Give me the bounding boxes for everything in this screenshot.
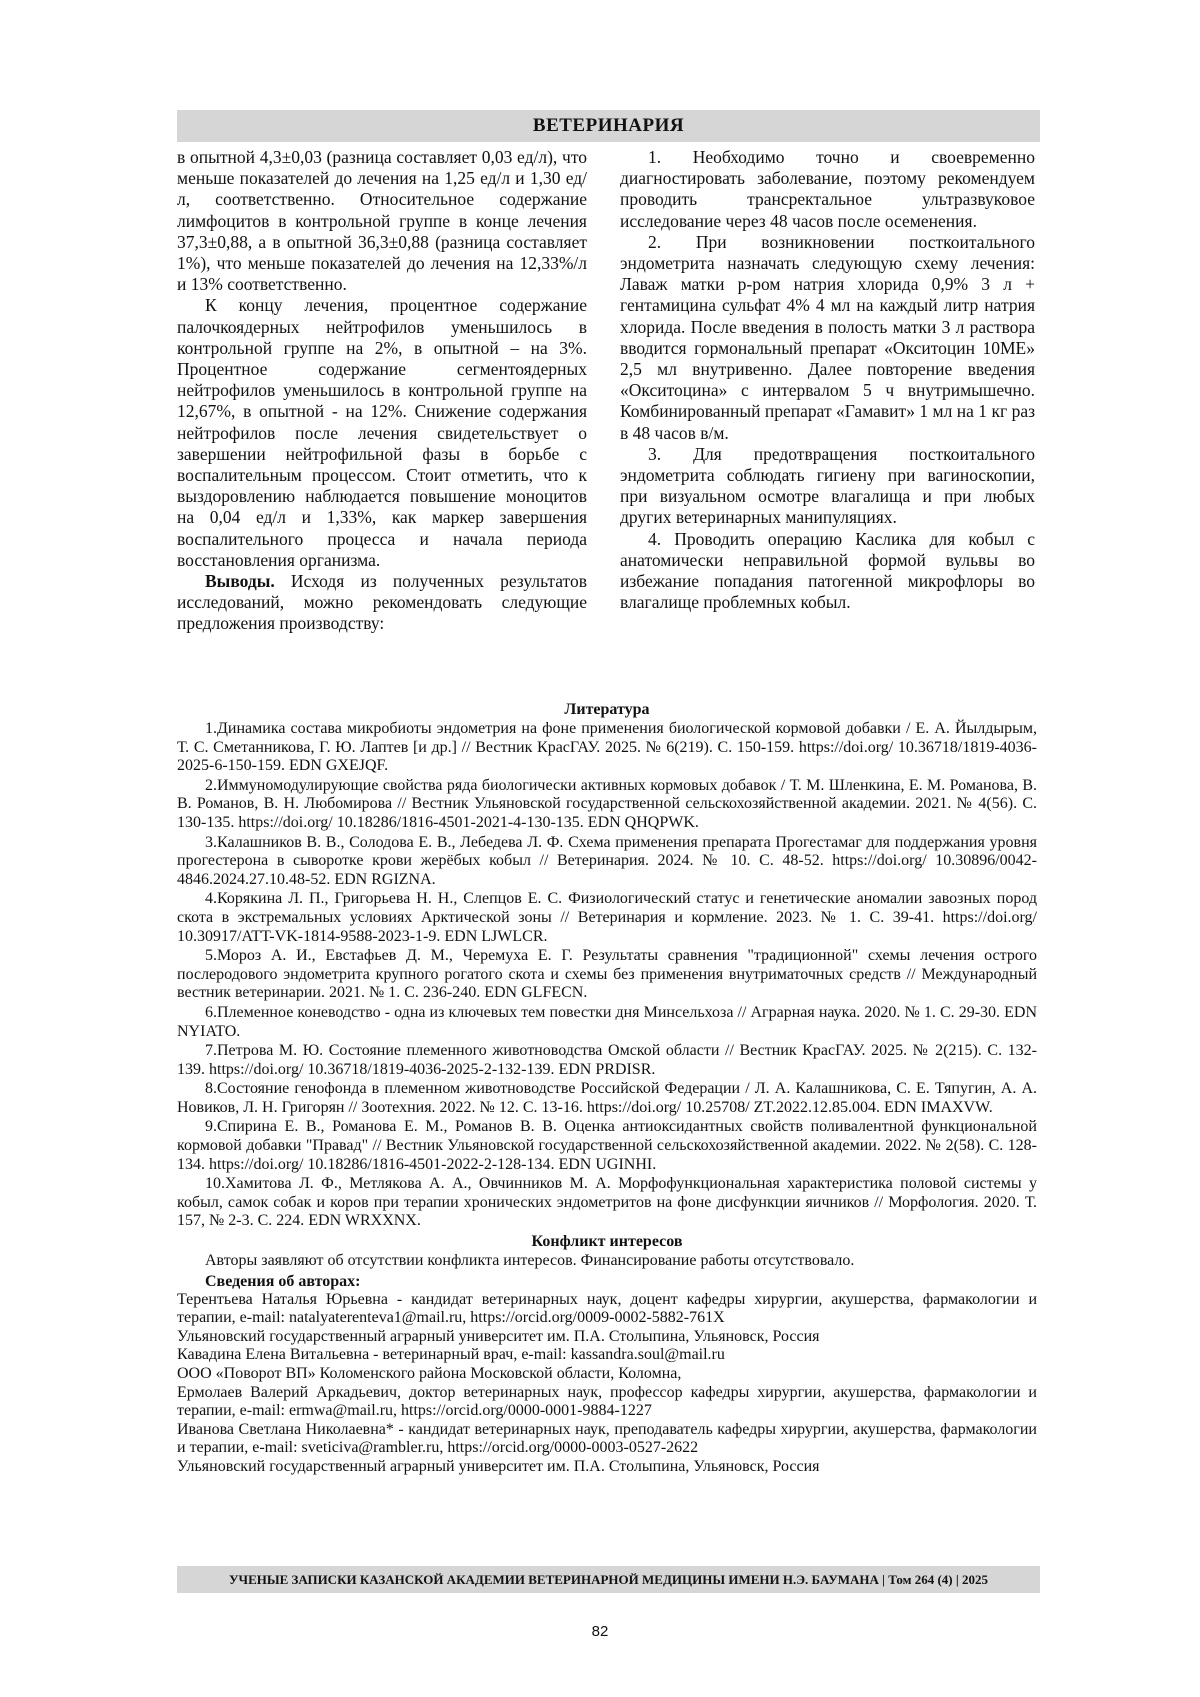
reference-item: 6.Племенное коневодство - одна из ключевых тем повестки дня Минсельхоза // Аграрная наука. 2020. № 1. С. 29-30. EDN NYIATO. <box>177 1003 1037 1040</box>
conclusions-text: Исходя из полученных результатов исследований, можно рекомендовать следующие предложения производству: <box>177 571 587 634</box>
conclusions-label: Выводы. <box>205 571 275 592</box>
recommendation-item: 4. Проводить операцию Каслика для кобыл с анатомически неправильной формой вульвы во избежание попадания патогенной микрофлоры во влагалище проблемных кобыл. <box>620 528 1035 613</box>
references-section <box>177 700 1037 1477</box>
affiliation-line: Ульяновский государственный аграрный университет им. П.А. Столыпина, Ульяновск, Россия <box>177 1457 820 1475</box>
left-column <box>177 147 587 635</box>
paragraph: в опытной 4,3±0,03 (разница составляет 0,03 ед/л), что меньше показателей до лечения на 1,25 ед/л и 1,30 ед/л, соответственно. Относительное содержание лимфоцитов в контрольной группе в конце лечения 37,3±0,88, а в опытной 36,3±0,88 (разница составляет 1%), что меньше показателей до лечения на 12,33%/л и 13% соответственно. <box>177 147 587 295</box>
reference-item: 1.Динамика состава микробиоты эндометрия на фоне применения биологической кормовой добавки / Е. А. Йылдырым, Т. С. Сметанникова, Г. Ю. Лаптев [и др.] // Вестник КрасГАУ. 2025. № 6(219). С. 150-159. https://doi.org/ 10.36718/1819-4036-2025-6-150-159. EDN GXEJQF. <box>177 720 1037 775</box>
reference-item: 3.Калашников В. В., Солодова Е. В., Лебедева Л. Ф. Схема применения препарата Прогестамаг для поддержания уровня прогестерона в сыворотке крови жерёбых кобыл // Ветеринария. 2024. № 10. С. 48-52. https://doi.org/ 10.30896/0042-4846.2024.27.10.48-52. EDN RGIZNA. <box>177 833 1037 888</box>
authors-section <box>177 1272 1037 1477</box>
section-header: ВЕТЕРИНАРИЯ <box>177 110 1040 142</box>
recommendation-item: 2. При возникновении посткоитального эндометрита назначать следующую схему лечения: Лаваж матки р-ром натрия хлорида 0,9% 3 л + гентамицина сульфат 4% 4 мл на каждый литр натрия хлорида. После введения в полость матки 3 л раствора вводится гормональный препарат «Окситоцин 10МЕ» 2,5 мл внутривенно. Далее повторение введения «Окситоцина» с интервалом 5 ч внутримышечно. Комбинированный препарат «Гамавит» 1 мл на 1 кг раз в 48 часов в/м. <box>620 231 1035 443</box>
author-line: Терентьева Наталья Юрьевна - кандидат ветеринарных наук, доцент кафедры хирургии, акушерства, фармакологии и терапии, e-mail: natalyaterenteva1@mail.ru, https://orcid.org/0009-0002-5882-761X <box>177 1290 1037 1327</box>
reference-item: 8.Состояние генофонда в племенном животноводстве Российской Федерации / Л. А. Калашникова, С. Е. Тяпугин, А. А. Новиков, Л. Н. Григорян // Зоотехния. 2022. № 12. С. 13-16. https://doi.org/ 10.25708/ ZT.2022.12.85.004. EDN IMAXVW. <box>177 1080 1037 1116</box>
author-line: Ермолаев Валерий Аркадьевич, доктор ветеринарных наук, профессор кафедры хирургии, акушерства, фармакологии и терапии, e-mail: ermwa@mail.ru, https://orcid.org/0000-0001-9884-1227 <box>177 1383 1037 1420</box>
right-column <box>620 147 1035 613</box>
author-line: Кавадина Елена Витальевна - ветеринарный врач, e-mail: kassandra.soul@mail.ru <box>177 1346 725 1364</box>
recommendation-item: 1. Необходимо точно и своевременно диагностировать заболевание, поэтому рекомендуем проводить трансректальное ультразвуковое исследование через 48 часов после осеменения. <box>620 147 1035 231</box>
reference-item: 7.Петрова М. Ю. Состояние племенного животноводства Омской области // Вестник КрасГАУ. 2025. № 2(215). С. 132-139. https://doi.org/ 10.36718/1819-4036-2025-2-132-139. EDN PRDISR. <box>177 1042 1037 1078</box>
reference-item: 4.Корякина Л. П., Григорьева Н. Н., Слепцов Е. С. Физиологический статус и генетические аномалии завозных пород скота в экстремальных условиях Арктической зоны // Ветеринария и кормление. 2023. № 1. С. 39-41. https://doi.org/ 10.30917/ATT-VK-1814-9588-2023-1-9. EDN LJWLCR. <box>177 890 1037 945</box>
conclusions-paragraph <box>177 571 587 635</box>
affiliation-line: Ульяновский государственный аграрный университет им. П.А. Столыпина, Ульяновск, Россия <box>177 1327 820 1345</box>
conflict-title: Конфликт интересов <box>531 1233 683 1251</box>
authors-title: Сведения об авторах: <box>205 1272 361 1290</box>
recommendation-item: 3. Для предотвращения посткоитального эндометрита соблюдать гигиену при вагиноскопии, при визуальном осмотре влагалища и при любых других ветеринарных манипуляциях. <box>620 443 1035 528</box>
page-number: 82 <box>591 1623 609 1640</box>
references-title: Литература <box>564 701 650 718</box>
affiliation-line: ООО «Поворот ВП» Коломенского района Московской области, Коломна, <box>177 1365 682 1382</box>
reference-item: 10.Хамитова Л. Ф., Метлякова А. А., Овчинников М. А. Морфофункциональная характеристика половой системы у кобыл, самок собак и коров при терапии хронических эндометритов на фоне дисфункции яичников // Морфология. 2020. Т. 157, № 2-3. С. 224. EDN WRXXNX. <box>177 1175 1037 1230</box>
paragraph: К концу лечения, процентное содержание палочкоядерных нейтрофилов уменьшилось в контрольной группе на 2%, в опытной – на 3%. Процентное содержание сегментоядерных нейтрофилов уменьшилось в контрольной группе на 12,67%, в опытной - на 12%. Снижение содержания нейтрофилов после лечения свидетельствует о завершении нейтрофильной фазы в борьбе с воспалительным процессом. Стоит отметить, что к выздоровлению наблюдается повышение моноцитов на 0,04 ед/л и 1,33%, как маркер завершения воспалительного процесса и начала периода восстановления организма. <box>177 295 587 570</box>
author-line: Иванова Светлана Николаевна* - кандидат ветеринарных наук, преподаватель кафедры хирургии, акушерства, фармакологии и терапии, e-mail: sveticiva@rambler.ru, https://orcid.org/0000-0003-0527-2622 <box>177 1420 1037 1457</box>
reference-item: 5.Мороз А. И., Евстафьев Д. М., Черемуха Е. Г. Результаты сравнения "традиционной" схемы лечения острого послеродового эндометрита крупного рогатого скота и схемы без применения внутриматочных средств // Международный вестник ветеринарии. 2021. № 1. С. 236-240. EDN GLFECN. <box>177 947 1037 1002</box>
reference-item: 9.Спирина Е. В., Романова Е. М., Романов В. В. Оценка антиоксидантных свойств поливалентной функциональной кормовой добавки "Правад" // Вестник Ульяновской государственной сельскохозяйственной академии. 2022. № 2(58). С. 128-134. https://doi.org/ 10.18286/1816-4501-2022-2-128-134. EDN UGINHI. <box>177 1118 1037 1173</box>
reference-item: 2.Иммуномодулирующие свойства ряда биологически активных кормовых добавок / Т. М. Шленкина, Е. М. Романова, В. В. Романов, В. Н. Любомирова // Вестник Ульяновской государственной сельскохозяйственной академии. 2021. № 4(56). С. 130-135. https://doi.org/ 10.18286/1816-4501-2021-4-130-135. EDN QHQPWK. <box>177 776 1037 831</box>
journal-footer: УЧЕНЫЕ ЗАПИСКИ КАЗАНСКОЙ АКАДЕМИИ ВЕТЕРИНАРНОЙ МЕДИЦИНЫ ИМЕНИ Н.Э. БАУМАНА | Том 264 (4) | 2025 <box>177 1566 1040 1593</box>
conflict-text: Авторы заявляют об отсутствии конфликта интересов. Финансирование работы отсутствовало. <box>205 1252 855 1270</box>
